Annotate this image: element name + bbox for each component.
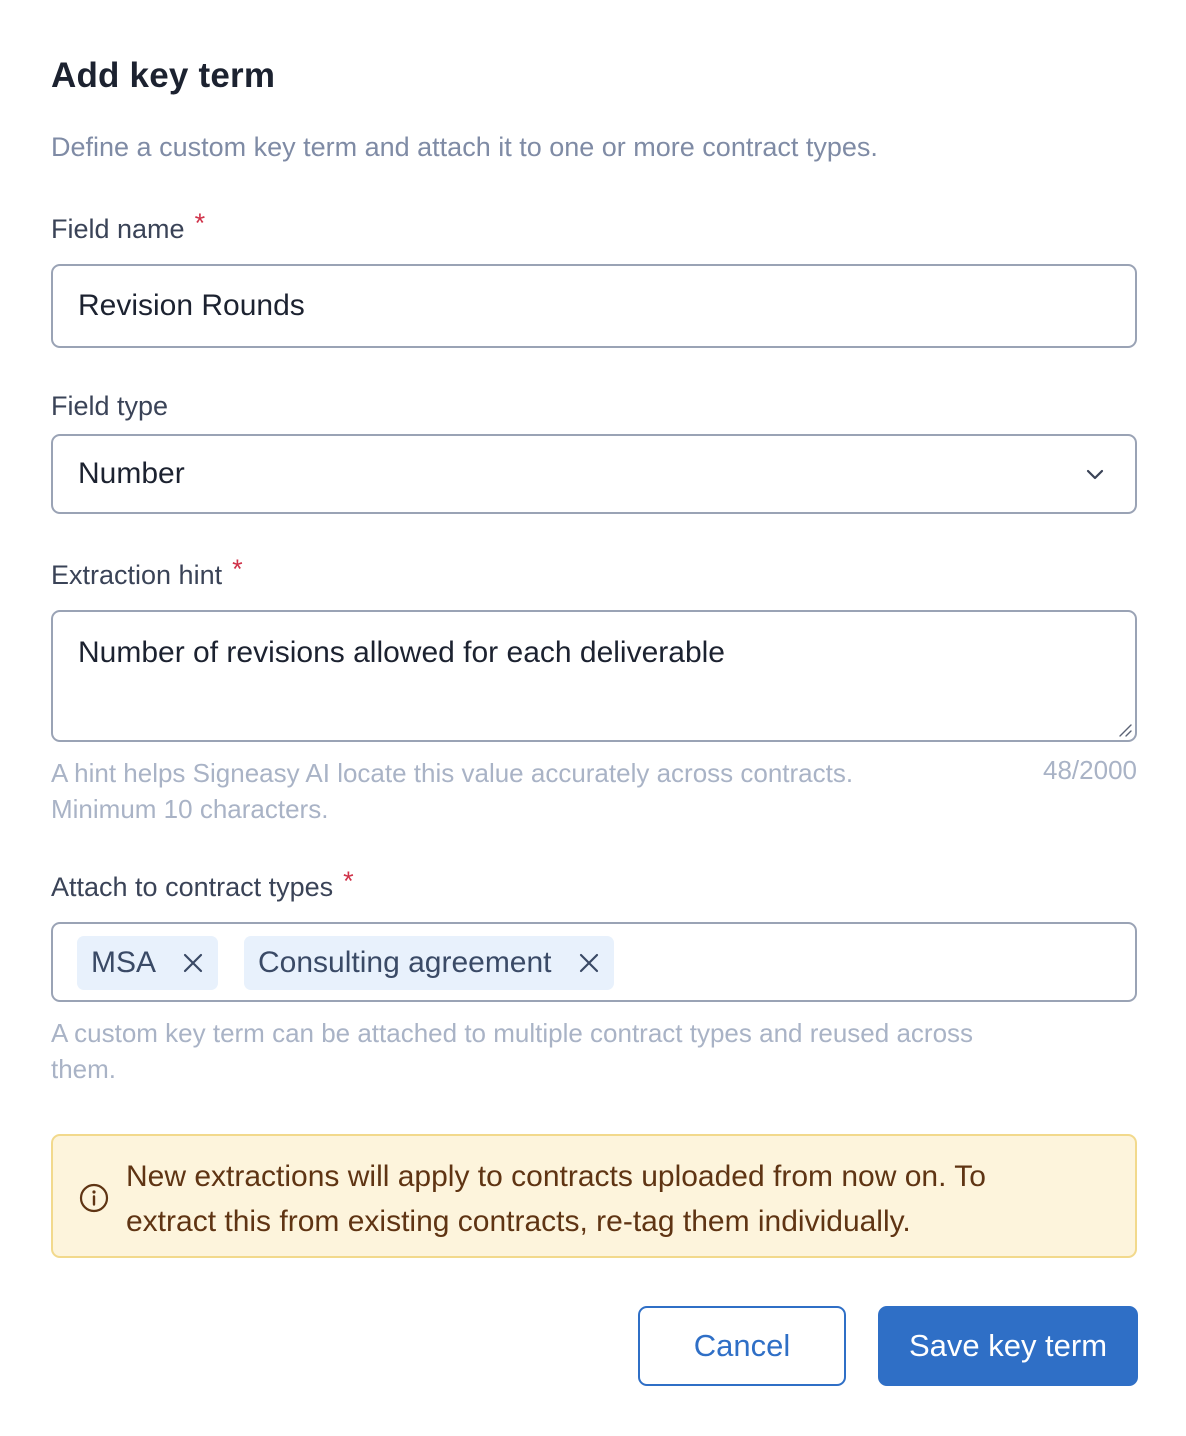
field-name-label [51,208,206,245]
notice-line2: extract this from existing contracts, re-tag them individually. [126,1205,911,1238]
dialog-subtitle: Define a custom key term and attach it to one or more contract types. [51,132,878,162]
required-mark: * [194,208,206,238]
notice-text [126,1154,1126,1244]
contract-types-multiselect[interactable] [51,922,1137,1002]
chevron-down-icon [1083,462,1107,486]
field-type-label [51,391,168,422]
field-name-value: Revision Rounds [78,289,305,322]
field-type-selected-value: Number [78,457,185,490]
resize-handle-icon[interactable] [1116,721,1132,737]
save-key-term-button[interactable]: Save key term [878,1306,1138,1386]
field-name-label-text: Field name [51,214,185,244]
field-type-label-text: Field type [51,391,169,421]
field-name-input[interactable] [51,264,1137,348]
dialog-title: Add key term [51,56,276,95]
contract-types-label-text: Attach to contract types [51,872,334,902]
close-icon[interactable] [578,952,600,974]
extraction-hint-helper-line1: A hint helps Signeasy AI locate this value accurately across contracts. [51,758,854,788]
notice-line1: New extractions will apply to contracts uploaded from now on. To [126,1160,986,1193]
contract-types-helper [51,1015,973,1087]
required-mark: * [232,554,243,584]
contract-types-label [51,866,354,903]
required-mark: * [343,866,354,896]
tag-label: MSA [91,946,157,979]
extraction-hint-helper [51,755,853,827]
cancel-button[interactable]: Cancel [638,1306,846,1386]
close-icon[interactable] [182,952,204,974]
field-type-select[interactable] [51,434,1137,514]
character-counter: 48/2000 [1043,755,1137,785]
contract-types-helper-line2: them. [51,1054,117,1084]
tag-label: Consulting agreement [258,946,552,979]
extraction-hint-label-text: Extraction hint [51,560,223,590]
contract-types-helper-line1: A custom key term can be attached to multiple contract types and reused across [51,1018,974,1048]
extraction-hint-label [51,554,243,591]
info-notice [51,1134,1137,1258]
info-icon [78,1182,110,1214]
extraction-hint-helper-line2: Minimum 10 characters. [51,794,329,824]
extraction-hint-textarea[interactable] [51,610,1137,742]
tag-msa [77,936,218,990]
extraction-hint-value: Number of revisions allowed for each deliverable [78,636,725,669]
tag-consulting-agreement [244,936,614,990]
